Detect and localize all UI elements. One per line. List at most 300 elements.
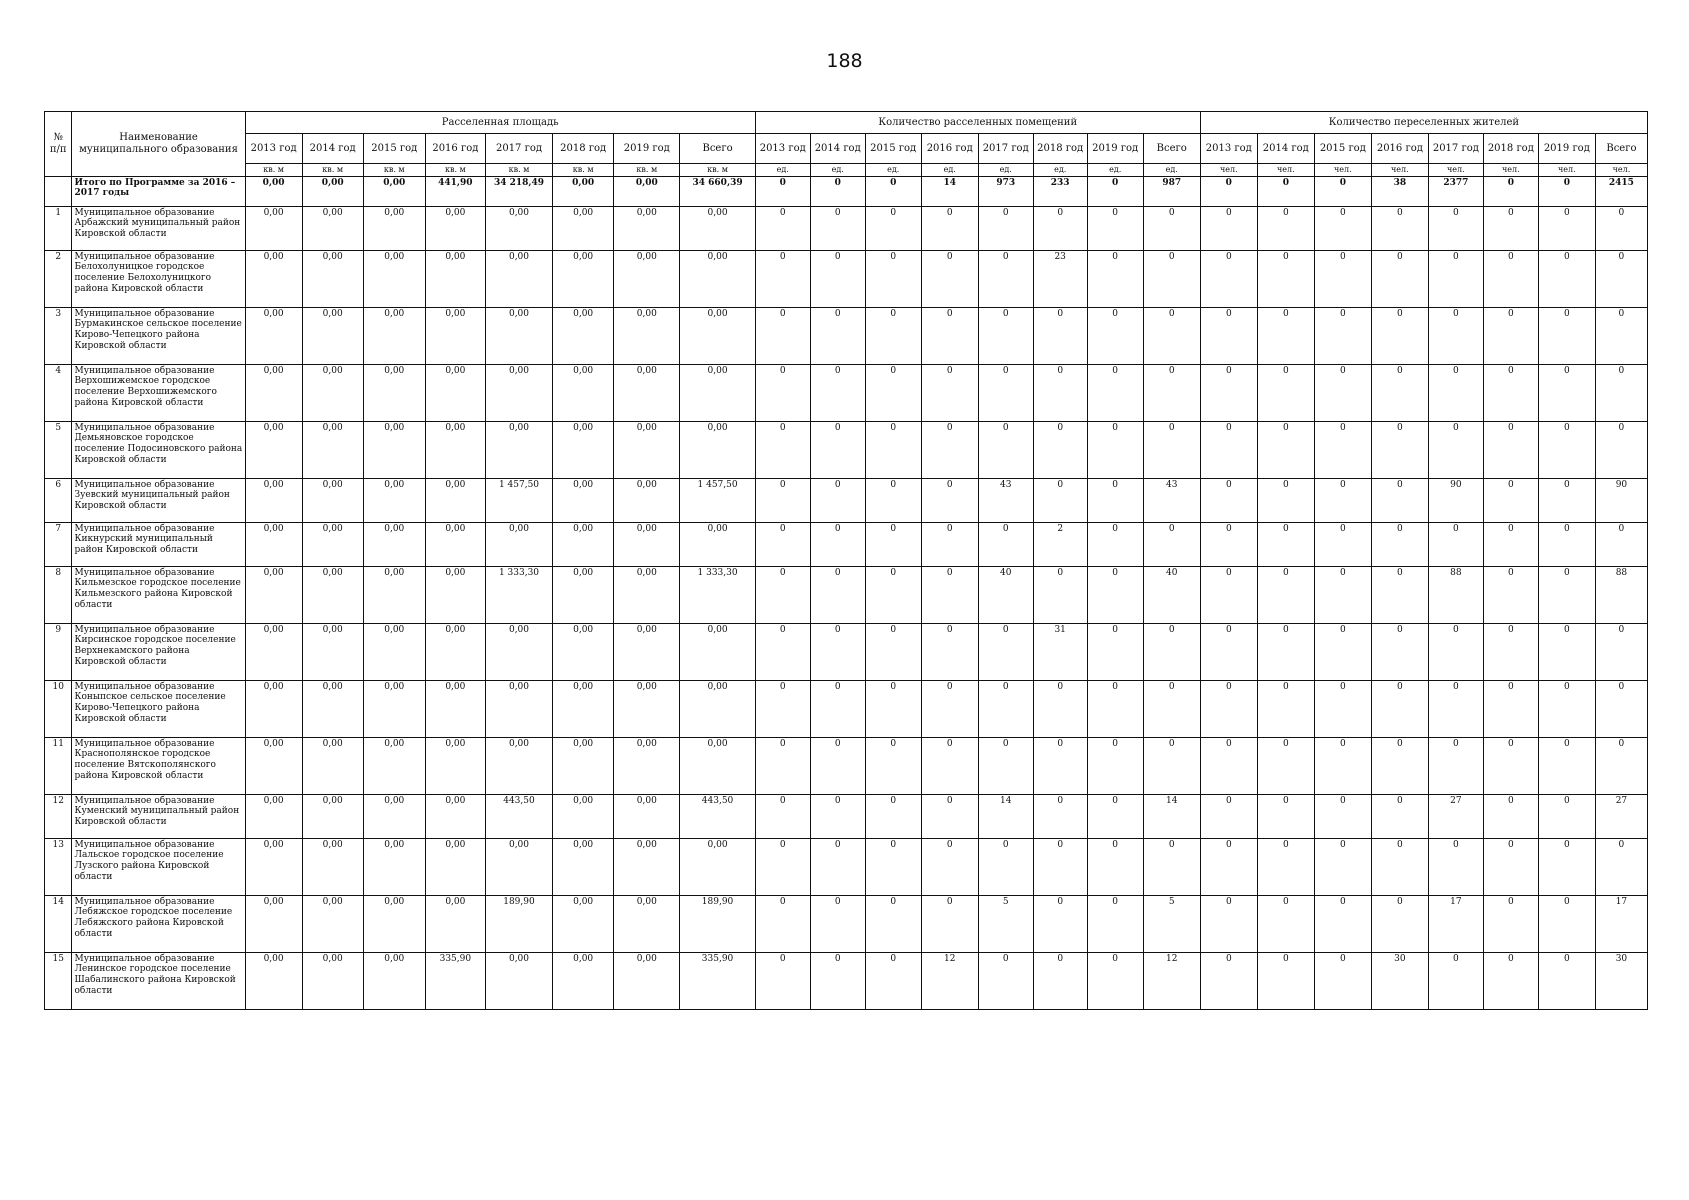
table-cell: 0,00 [680, 250, 755, 307]
municipality-name: Муниципальное образование Белохолуницкое городское поселение Белохолуницкого района Кировской области [72, 250, 245, 307]
table-cell: 0,00 [680, 623, 755, 680]
table-cell: 0 [1428, 680, 1483, 737]
table-cell: 0 [1538, 206, 1595, 250]
unit-label: ед. [1087, 164, 1143, 177]
table-cell: 0,00 [614, 250, 680, 307]
table-cell: 0 [1483, 421, 1538, 478]
table-cell: 0 [1257, 206, 1314, 250]
table-cell: 0 [810, 952, 865, 1009]
table-cell: 0,00 [245, 794, 302, 838]
table-cell: 0,00 [614, 895, 680, 952]
table-cell: 0,00 [302, 176, 363, 206]
table-cell: 5 [978, 895, 1033, 952]
table-cell: 0,00 [614, 680, 680, 737]
municipality-name: Муниципальное образование Краснополянское городское поселение Вятскополянского района Кировской области [72, 737, 245, 794]
header-year: 2017 год [978, 134, 1033, 164]
table-cell: 0 [1428, 737, 1483, 794]
unit-label: чел. [1483, 164, 1538, 177]
row-number: 4 [45, 364, 72, 421]
table-cell: 0 [1428, 522, 1483, 566]
table-cell: 0 [1200, 737, 1257, 794]
table-cell: 0 [1200, 250, 1257, 307]
table-cell: 0,00 [553, 737, 614, 794]
table-row [45, 952, 1648, 1009]
municipality-name: Муниципальное образование Куменский муниципальный район Кировской области [72, 794, 245, 838]
row-number [45, 176, 72, 206]
table-cell: 0 [1371, 522, 1428, 566]
table-cell: 0,00 [363, 566, 425, 623]
municipality-name: Муниципальное образование Верхошижемское городское поселение Верхошижемского района Кировской области [72, 364, 245, 421]
table-cell: 0,00 [680, 307, 755, 364]
unit-label: кв. м [302, 164, 363, 177]
table-cell: 0,00 [614, 794, 680, 838]
table-cell: 0,00 [302, 838, 363, 895]
municipality-name: Муниципальное образование Кильмезское городское поселение Кильмезского района Кировской области [72, 566, 245, 623]
table-cell: 0 [1371, 737, 1428, 794]
table-cell: 0,00 [485, 307, 552, 364]
unit-label: ед. [810, 164, 865, 177]
table-cell: 12 [921, 952, 978, 1009]
table-cell: 335,90 [680, 952, 755, 1009]
table-cell: 0 [1314, 566, 1371, 623]
table-cell: 0 [1257, 522, 1314, 566]
table-cell: 0 [1483, 206, 1538, 250]
table-cell: 0 [1371, 478, 1428, 522]
table-cell: 0,00 [363, 895, 425, 952]
unit-label: чел. [1595, 164, 1647, 177]
table-cell: 0 [1314, 737, 1371, 794]
table-cell: 0 [978, 307, 1033, 364]
table-cell: 0 [1087, 623, 1143, 680]
header-year: 2013 год [245, 134, 302, 164]
table-cell: 0 [1087, 952, 1143, 1009]
table-cell: 0 [1538, 478, 1595, 522]
table-cell: 0,00 [425, 838, 485, 895]
table-cell: 0 [1371, 307, 1428, 364]
table-cell: 43 [1143, 478, 1200, 522]
table-row [45, 895, 1648, 952]
table-cell: 0 [1483, 794, 1538, 838]
table-cell: 0,00 [553, 522, 614, 566]
table-cell: 0 [1595, 522, 1647, 566]
table-cell: 0,00 [245, 680, 302, 737]
table-cell: 0,00 [302, 478, 363, 522]
table-cell: 0 [755, 478, 810, 522]
table-cell: 0,00 [245, 522, 302, 566]
table-cell: 0 [1087, 307, 1143, 364]
table-cell: 0,00 [614, 737, 680, 794]
table-cell: 0 [810, 895, 865, 952]
table-cell: 0 [1087, 364, 1143, 421]
table-cell: 0 [1483, 250, 1538, 307]
header-row-years [45, 134, 1648, 164]
table-cell: 0,00 [363, 478, 425, 522]
table-cell: 0 [1200, 895, 1257, 952]
table-cell: 0 [755, 623, 810, 680]
table-cell: 0 [1595, 421, 1647, 478]
table-cell: 0 [1483, 895, 1538, 952]
table-cell: 0 [1087, 478, 1143, 522]
municipality-name: Муниципальное образование Лальское городское поселение Лузского района Кировской области [72, 838, 245, 895]
table-cell: 0 [1538, 522, 1595, 566]
table-cell: 0,00 [614, 952, 680, 1009]
table-cell: 0 [1483, 838, 1538, 895]
table-cell: 0 [978, 522, 1033, 566]
table-cell: 0 [1538, 623, 1595, 680]
table-cell: 40 [1143, 566, 1200, 623]
table-cell: 0,00 [553, 623, 614, 680]
table-cell: 0 [1087, 737, 1143, 794]
table-cell: 0,00 [614, 566, 680, 623]
table-cell: 0,00 [425, 566, 485, 623]
table-cell: 0 [810, 522, 865, 566]
header-year: 2018 год [1033, 134, 1087, 164]
unit-label: чел. [1314, 164, 1371, 177]
table-cell: 0 [865, 522, 921, 566]
table-cell: 0 [1371, 566, 1428, 623]
table-cell: 0 [1595, 307, 1647, 364]
table-cell: 0,00 [363, 623, 425, 680]
table-cell: 0 [1595, 623, 1647, 680]
header-year: 2015 год [1314, 134, 1371, 164]
table-cell: 0 [1538, 364, 1595, 421]
table-cell: 0 [865, 364, 921, 421]
table-cell: 0 [1595, 737, 1647, 794]
table-cell: 0,00 [302, 566, 363, 623]
table-cell: 0,00 [425, 522, 485, 566]
header-year: Всего [1143, 134, 1200, 164]
header-year: 2014 год [810, 134, 865, 164]
table-cell: 0 [1033, 838, 1087, 895]
table-row [45, 623, 1648, 680]
table-cell: 0,00 [553, 952, 614, 1009]
table-cell: 30 [1371, 952, 1428, 1009]
municipality-name: Муниципальное образование Кирсинское городское поселение Верхнекамского района Кировской области [72, 623, 245, 680]
table-cell: 0,00 [425, 794, 485, 838]
table-cell: 0,00 [425, 737, 485, 794]
municipality-name: Муниципальное образование Ленинское городское поселение Шабалинского района Кировской области [72, 952, 245, 1009]
table-cell: 0 [978, 680, 1033, 737]
table-cell: 0 [1087, 176, 1143, 206]
table-row [45, 566, 1648, 623]
table-cell: 0 [755, 522, 810, 566]
table-cell: 0 [810, 307, 865, 364]
unit-label: ед. [921, 164, 978, 177]
row-number: 6 [45, 478, 72, 522]
table-cell: 0,00 [614, 176, 680, 206]
table-cell: 0,00 [553, 307, 614, 364]
table-cell: 0 [755, 176, 810, 206]
table-cell: 0 [1200, 421, 1257, 478]
unit-label: кв. м [614, 164, 680, 177]
table-cell: 0 [1538, 307, 1595, 364]
row-number: 11 [45, 737, 72, 794]
table-row [45, 794, 1648, 838]
table-cell: 0,00 [302, 623, 363, 680]
table-cell: 0 [1200, 522, 1257, 566]
table-cell: 0,00 [363, 307, 425, 364]
table-cell: 0 [1087, 522, 1143, 566]
header-year: 2013 год [1200, 134, 1257, 164]
unit-label: ед. [978, 164, 1033, 177]
table-cell: 0 [755, 250, 810, 307]
table-cell: 0 [1087, 794, 1143, 838]
table-cell: 0 [1257, 566, 1314, 623]
table-cell: 0 [755, 307, 810, 364]
unit-label: чел. [1257, 164, 1314, 177]
table-cell: 27 [1595, 794, 1647, 838]
table-cell: 90 [1428, 478, 1483, 522]
table-cell: 0 [1428, 364, 1483, 421]
table-cell: 0 [755, 680, 810, 737]
table-cell: 0 [1257, 421, 1314, 478]
table-cell: 0 [1033, 478, 1087, 522]
table-cell: 0,00 [363, 421, 425, 478]
table-cell: 0 [865, 206, 921, 250]
table-cell: 0 [810, 176, 865, 206]
table-cell: 0,00 [245, 421, 302, 478]
table-cell: 0 [865, 421, 921, 478]
table-cell: 443,50 [485, 794, 552, 838]
table-cell: 0 [865, 794, 921, 838]
table-cell: 0 [921, 566, 978, 623]
table-cell: 0,00 [425, 680, 485, 737]
table-cell: 0 [1483, 737, 1538, 794]
table-cell: 0 [1483, 478, 1538, 522]
table-cell: 0 [1257, 737, 1314, 794]
total-row [45, 176, 1648, 206]
table-cell: 0 [1257, 176, 1314, 206]
table-cell: 0 [1483, 522, 1538, 566]
table-cell: 0 [921, 680, 978, 737]
table-cell: 0 [921, 364, 978, 421]
header-name: Наименование муниципального образования [72, 112, 245, 177]
table-cell: 0 [1143, 250, 1200, 307]
total-label: Итого по Программе за 2016 – 2017 годы [72, 176, 245, 206]
municipality-name: Муниципальное образование Коныпское сельское поселение Кирово-Чепецкого района Кировской области [72, 680, 245, 737]
table-cell: 0,00 [553, 364, 614, 421]
table-cell: 0 [1033, 737, 1087, 794]
table-cell: 0 [921, 307, 978, 364]
table-cell: 0 [1538, 952, 1595, 1009]
table-cell: 0 [921, 838, 978, 895]
table-cell: 441,90 [425, 176, 485, 206]
table-cell: 0 [1538, 895, 1595, 952]
municipality-name: Муниципальное образование Зуевский муниципальный район Кировской области [72, 478, 245, 522]
table-cell: 0 [1033, 680, 1087, 737]
table-cell: 0 [1314, 952, 1371, 1009]
unit-label: ед. [755, 164, 810, 177]
table-cell: 189,90 [680, 895, 755, 952]
table-cell: 0 [1483, 307, 1538, 364]
table-cell: 0,00 [485, 206, 552, 250]
table-cell: 0,00 [553, 421, 614, 478]
table-cell: 0 [1371, 680, 1428, 737]
table-cell: 0 [1314, 478, 1371, 522]
table-cell: 0 [921, 206, 978, 250]
table-cell: 5 [1143, 895, 1200, 952]
table-cell: 0,00 [363, 364, 425, 421]
table-cell: 0 [978, 838, 1033, 895]
table-cell: 0 [978, 737, 1033, 794]
table-row [45, 737, 1648, 794]
table-cell: 0 [1143, 680, 1200, 737]
row-number: 10 [45, 680, 72, 737]
table-cell: 0 [1428, 421, 1483, 478]
header-row-units [45, 164, 1648, 177]
table-cell: 30 [1595, 952, 1647, 1009]
table-cell: 0,00 [302, 364, 363, 421]
table-cell: 0 [810, 250, 865, 307]
table-cell: 0 [1033, 895, 1087, 952]
table-cell: 0,00 [425, 307, 485, 364]
table-cell: 0 [1428, 952, 1483, 1009]
unit-label: чел. [1428, 164, 1483, 177]
row-number: 15 [45, 952, 72, 1009]
table-cell: 0,00 [614, 623, 680, 680]
table-cell: 0 [1033, 566, 1087, 623]
table-cell: 0 [1200, 794, 1257, 838]
table-cell: 0,00 [485, 838, 552, 895]
table-cell: 1 457,50 [485, 478, 552, 522]
table-cell: 0 [1257, 250, 1314, 307]
unit-label: чел. [1371, 164, 1428, 177]
table-cell: 0 [755, 838, 810, 895]
header-year: 2017 год [485, 134, 552, 164]
table-cell: 0 [1257, 838, 1314, 895]
table-cell: 0 [865, 250, 921, 307]
table-cell: 0,00 [363, 250, 425, 307]
table-cell: 0 [921, 737, 978, 794]
table-cell: 0,00 [614, 478, 680, 522]
header-year: 2015 год [865, 134, 921, 164]
unit-label: ед. [1033, 164, 1087, 177]
table-cell: 0,00 [553, 566, 614, 623]
unit-label: ед. [1143, 164, 1200, 177]
table-cell: 0,00 [553, 478, 614, 522]
table-cell: 0 [1314, 838, 1371, 895]
table-cell: 0,00 [363, 680, 425, 737]
municipality-name: Муниципальное образование Лебяжское городское поселение Лебяжского района Кировской области [72, 895, 245, 952]
header-group-2: Количество расселенных помещений [755, 112, 1200, 134]
table-cell: 0 [810, 478, 865, 522]
table-cell: 0,00 [485, 737, 552, 794]
unit-label: кв. м [680, 164, 755, 177]
table-cell: 43 [978, 478, 1033, 522]
unit-label: кв. м [245, 164, 302, 177]
header-number: № п/п [45, 112, 72, 177]
table-cell: 0 [1200, 680, 1257, 737]
table-cell: 0 [865, 478, 921, 522]
table-cell: 0 [1538, 838, 1595, 895]
table-row [45, 250, 1648, 307]
table-cell: 0,00 [363, 952, 425, 1009]
table-cell: 0,00 [485, 952, 552, 1009]
table-cell: 17 [1428, 895, 1483, 952]
table-cell: 0 [1314, 794, 1371, 838]
table-row [45, 421, 1648, 478]
table-cell: 1 457,50 [680, 478, 755, 522]
relocation-table [44, 111, 1648, 1010]
table-cell: 0 [1257, 623, 1314, 680]
table-row [45, 307, 1648, 364]
table-cell: 0,00 [680, 838, 755, 895]
table-cell: 0 [1143, 522, 1200, 566]
row-number: 3 [45, 307, 72, 364]
table-cell: 0 [1483, 952, 1538, 1009]
table-cell: 0,00 [485, 680, 552, 737]
table-cell: 0,00 [553, 176, 614, 206]
table-cell: 0,00 [553, 206, 614, 250]
table-cell: 0 [1257, 952, 1314, 1009]
table-cell: 0,00 [485, 250, 552, 307]
table-cell: 0,00 [614, 838, 680, 895]
unit-label: кв. м [363, 164, 425, 177]
header-year: 2019 год [1087, 134, 1143, 164]
header-year: 2017 год [1428, 134, 1483, 164]
table-cell: 0 [1257, 680, 1314, 737]
table-cell: 0 [1483, 680, 1538, 737]
table-cell: 0,00 [614, 522, 680, 566]
table-cell: 0 [865, 566, 921, 623]
municipality-name: Муниципальное образование Бурмакинское сельское поселение Кирово-Чепецкого района Кировской области [72, 307, 245, 364]
table-cell: 0,00 [680, 421, 755, 478]
table-cell: 23 [1033, 250, 1087, 307]
page-number: 188 [826, 50, 863, 72]
table-cell: 1 333,30 [485, 566, 552, 623]
table-cell: 0,00 [363, 206, 425, 250]
table-cell: 0 [1483, 566, 1538, 623]
table-cell: 0 [1371, 364, 1428, 421]
table-cell: 0 [1595, 364, 1647, 421]
municipality-name: Муниципальное образование Кикнурский муниципальный район Кировской области [72, 522, 245, 566]
row-number: 2 [45, 250, 72, 307]
table-cell: 0 [755, 737, 810, 794]
table-cell: 0 [1314, 421, 1371, 478]
table-cell: 0 [1200, 566, 1257, 623]
table-cell: 0,00 [614, 421, 680, 478]
table-cell: 0,00 [614, 206, 680, 250]
table-cell: 0 [810, 566, 865, 623]
table-cell: 0,00 [425, 250, 485, 307]
table-cell: 335,90 [425, 952, 485, 1009]
table-cell: 443,50 [680, 794, 755, 838]
table-cell: 0 [1257, 478, 1314, 522]
table-cell: 0 [1538, 421, 1595, 478]
row-number: 7 [45, 522, 72, 566]
table-cell: 0 [1200, 206, 1257, 250]
table-cell: 0 [1033, 794, 1087, 838]
table-cell: 0,00 [425, 478, 485, 522]
table-cell: 0 [1033, 206, 1087, 250]
table-cell: 0 [1371, 623, 1428, 680]
table-cell: 1 333,30 [680, 566, 755, 623]
table-cell: 0 [865, 895, 921, 952]
header-year: 2015 год [363, 134, 425, 164]
table-cell: 0,00 [302, 250, 363, 307]
header-row-groups [45, 112, 1648, 134]
table-cell: 0,00 [485, 522, 552, 566]
unit-label: кв. м [553, 164, 614, 177]
table-cell: 0 [978, 206, 1033, 250]
table-cell: 0 [1200, 838, 1257, 895]
table-cell: 0 [1143, 364, 1200, 421]
table-cell: 0,00 [425, 206, 485, 250]
table-cell: 0,00 [614, 307, 680, 364]
table-cell: 0,00 [245, 838, 302, 895]
row-number: 1 [45, 206, 72, 250]
table-cell: 0 [1595, 680, 1647, 737]
